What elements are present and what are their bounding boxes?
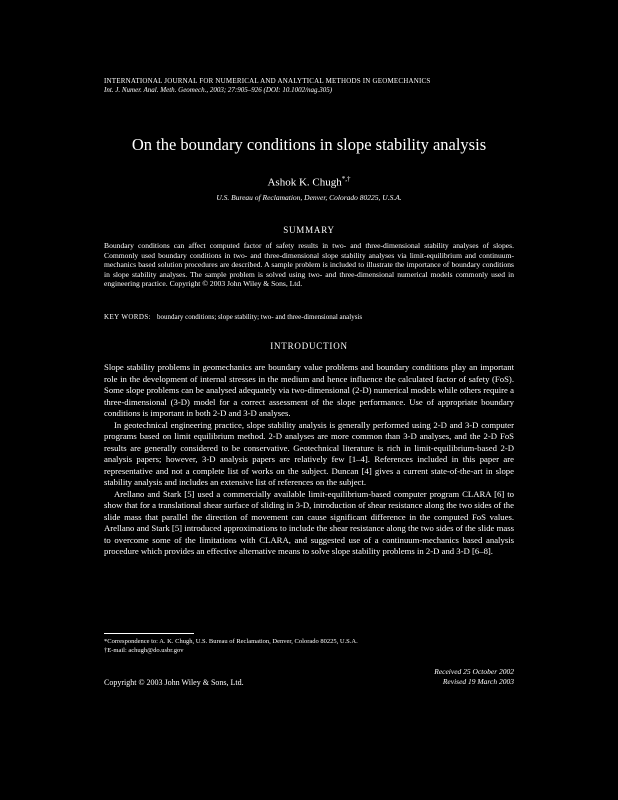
author-affiliation: U.S. Bureau of Reclamation, Denver, Colorado 80225, U.S.A. [216, 193, 402, 202]
introduction-paragraph-1: Slope stability problems in geomechanics are boundary value problems and boundary conditions play an important role in the development of internal stresses in the medium and hence influence the calculated factor of safety (FoS). Some slope problems can be analysed adequately via two-dimensional (2-D) numerical models while others require a three-dimensional (3-D) model for a correct assessment of the slope performance. Use of appropriate boundary conditions is important in both 2-D and 3-D analyses. [104, 362, 514, 418]
paper-title: On the boundary conditions in slope stability analysis [131, 135, 487, 154]
keywords-label: KEY WORDS: [104, 313, 151, 321]
author-footnote-marks: *,† [341, 175, 351, 183]
summary-heading: SUMMARY [283, 225, 335, 235]
journal-citation: Int. J. Numer. Anal. Meth. Geomech., 2003; 27:905–926 (DOI: 10.1002/nag.305) [104, 86, 333, 94]
keywords-text: boundary conditions; slope stability; two- and three-dimensional analysis [156, 313, 363, 321]
paper-page [104, 77, 514, 687]
introduction-heading: INTRODUCTION [270, 341, 348, 351]
introduction-paragraph-3: Arellano and Stark [5] used a commercially available limit-equilibrium-based computer program CLARA [6] to show that for a translational shear surface of sliding in 3-D, introduction of shear resistance along the two sides of the slide mass that parallel the direction of movement can cause significant difference in the computed FoS values. Arellano and Stark [5] introduced approximations to include the shear resistance along the two sides of the slide mass to overcome some of the limitations with CLARA, and suggested use of a continuum-mechanics based analysis procedure which provides an effective alternative means to solve slope stability problems in 2-D and 3-D [6–8]. [104, 488, 514, 556]
copyright-notice: Copyright © 2003 John Wiley & Sons, Ltd. [104, 678, 244, 687]
author-line [104, 172, 514, 190]
footnote-divider [104, 633, 194, 634]
received-dates [314, 667, 514, 687]
journal-name: INTERNATIONAL JOURNAL FOR NUMERICAL AND ANALYTICAL METHODS IN GEOMECHANICS [104, 77, 431, 85]
footnotes [104, 637, 514, 655]
introduction-paragraph-2: In geotechnical engineering practice, slope stability analysis is generally performed using 2-D and 3-D computer programs based on limit equilibrium method. 2-D analyses are more common than 3-D analyses, and the 2-D FoS results are generally considered to be conservative. Geotechnical literature is rich in limit-equilibrium-based 2-D analysis papers; however, 3-D analysis papers are relatively few [1–4]. References included in this paper are representative and not a complete list of works on the subject. Duncan [4] gives a current state-of-the-art in slope stability analysis and includes an extensive list of references on the subject. [104, 419, 514, 487]
received-date: Received 25 October 2002 [434, 667, 514, 676]
footnote-correspondence: *Correspondence to: A. K. Chugh, U.S. Bureau of Reclamation, Denver, Colorado 80225, U.S.A. [104, 638, 358, 645]
author-name: Ashok K. Chugh [267, 176, 342, 189]
summary-text: Boundary conditions can affect computed factor of safety results in two- and three-dimensional stability analyses of slopes. Commonly used boundary conditions in two- and three-dimensional slope stability analyses via limit-equilibrium and continuum-mechanics based solution procedures are described. A sample problem is included to illustrate the importance of boundary conditions in slope stability analyses. The sample problem is solved using two- and three-dimensional numerical models commonly used in engineering practice. Copyright © 2003 John Wiley & Sons, Ltd. [104, 241, 514, 289]
footnote-email: †E-mail: achugh@do.usbr.gov [104, 647, 184, 654]
keywords [104, 313, 514, 322]
revised-date: Revised 19 March 2003 [442, 677, 514, 686]
introduction-body [104, 362, 514, 558]
